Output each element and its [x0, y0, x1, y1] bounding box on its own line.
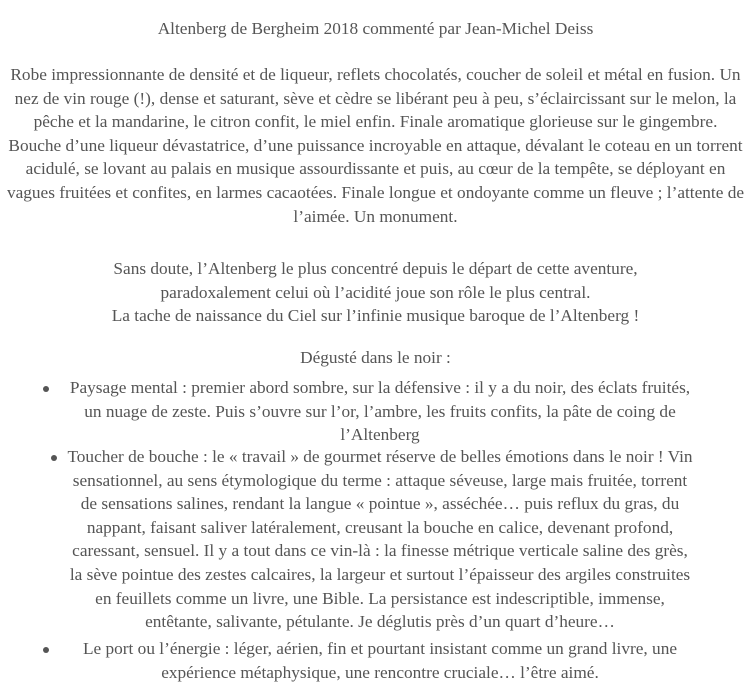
section-subheading: Dégusté dans le noir : [300, 348, 451, 367]
tasting-note-paragraph: Robe impressionnante de densité et de liqueur, reflets chocolatés, coucher de soleil et métal en fusion. Un nez de vin rouge (!), dense et saturant, sève et cèdre se libérant peu à peu, s’éclaircissant sur le melon, la pêche et la mandarine, le citron confit, le miel enfin. Finale aromatique glorieuse sur le gingembre. Bouche d’une liqueur dévastatrice, d’une puissance incroyable en attaque, dévalant le coteau en un torrent acidulé, se lovant au palais en musique assourdissante et puis, au cœur de la tempête, se déployant en vagues fruitées et confites, en larmes cacaotées. Finale longue et ondoyante comme un fleuve ; l’attente de l’aimée. Un monument. [6, 65, 745, 226]
bullet-item-paysage-mental: Paysage mental : premier abord sombre, sur la défensive : il y a du noir, des éclats fruités, un nuage de zeste. Puis s’ouvre sur l’or, l’ambre, les fruits confits, la pâte de coing de l’Altenberg [69, 378, 691, 445]
summary-line: La tache de naissance du Ciel sur l’infinie musique baroque de l’Altenberg ! [111, 306, 640, 326]
summary-line: Sans doute, l’Altenberg le plus concentré depuis le départ de cette aventure, [113, 259, 638, 278]
document-title: Altenberg de Bergheim 2018 commenté par Jean-Michel Deiss [157, 19, 594, 38]
bullet-icon [51, 455, 57, 461]
bullet-icon [43, 647, 49, 653]
bullet-item-le-port: Le port ou l’énergie : léger, aérien, fin et pourtant insistant comme un grand livre, une expérience métaphysique, une rencontre cruciale… l’être aimé. [82, 639, 678, 682]
summary-line: paradoxalement celui où l’acidité joue son rôle le plus central. [160, 282, 591, 302]
bullet-icon [43, 386, 49, 392]
bullet-item-toucher-de-bouche: Toucher de bouche : le « travail » de gourmet réserve de belles émotions dans le noir ! Vin sensationnel, au sens étymologique du terme : attaque séveuse, large mais fruitée, torrent de sensations salines, rendant la langue « pointue », asséchée… puis reflux du gras, du nappant, faisant saliver latéralement, creusant la bouche en calice, devenant profond, caressant, sensuel. Il y a tout dans ce vin-là : la finesse métrique verticale saline des grès, la sève pointue des zestes calcaires, la largeur et surtout l’épaisseur des argiles construites en feuillets comme un livre, une Bible. La persistance est indescriptible, immense, entêtante, salivante, pétulante. Je déglutis près d’un quart d’heure… [67, 447, 693, 632]
summary-paragraph [0, 257, 751, 328]
